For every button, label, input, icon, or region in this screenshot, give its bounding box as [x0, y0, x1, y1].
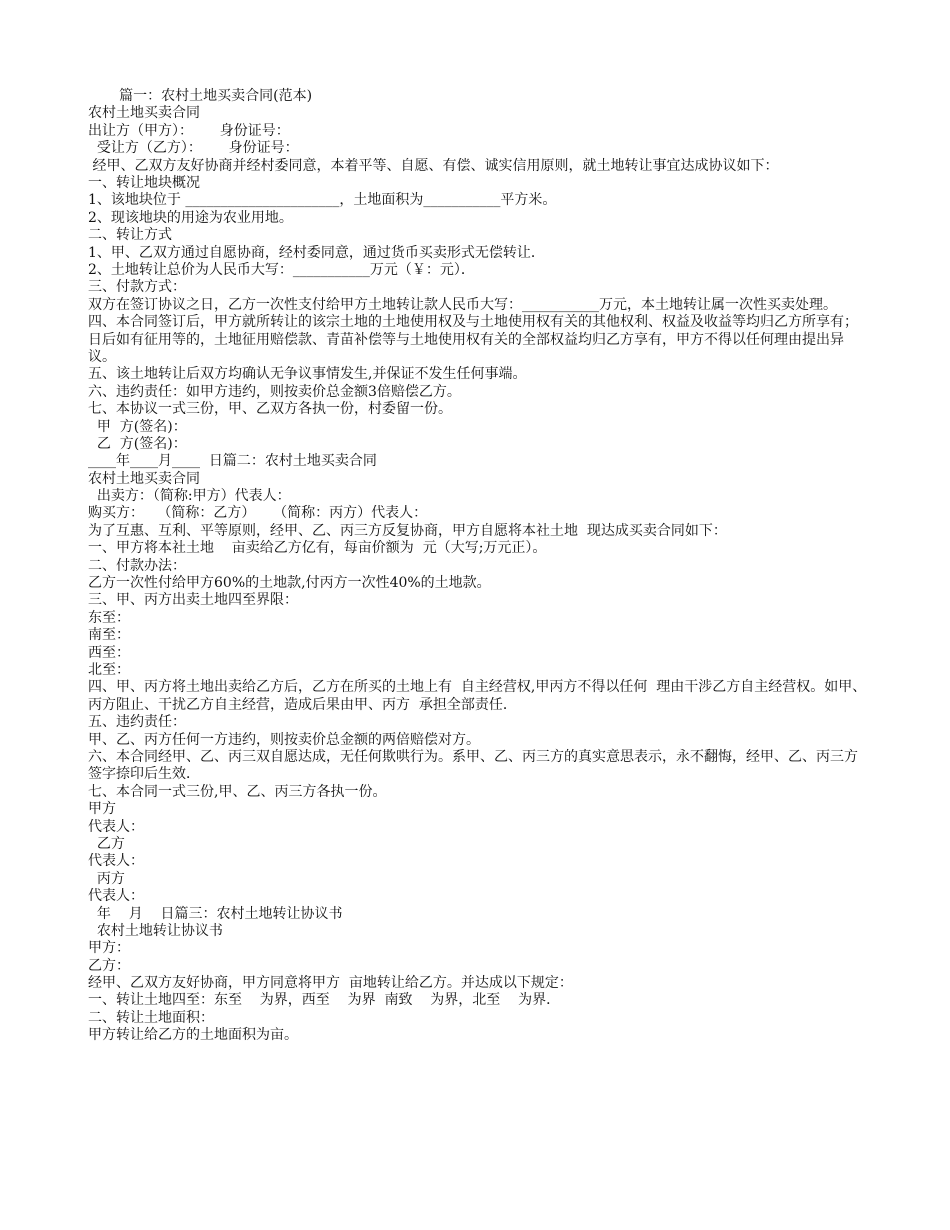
- preamble-line: 为了互惠、互利、平等原则，经甲、乙、丙三方反复协商，甲方自愿将本社土地 现达成买卖合同如下：: [88, 522, 727, 539]
- party-a-label: 甲方: [88, 801, 116, 818]
- representative-label: 代表人：: [88, 818, 144, 835]
- clause-paragraph: 四、甲、丙方将土地出卖给乙方后，乙方在所买的土地上有 自主经营权,甲丙方不得以任何 理由干涉乙方自主经营权。如甲、丙方阻止、干扰乙方自主经营，造成后果由甲、丙方 承担全部责任．: [88, 679, 867, 713]
- clause-line: 六、违约责任：如甲方违约，则按卖价总金额3倍赔偿乙方。: [88, 383, 461, 400]
- boundary-north: 北至：: [88, 661, 130, 678]
- clause-heading: 二、转让方式: [88, 227, 172, 244]
- clause-line: 五、该土地转让后双方均确认无争议事情发生,并保证不发生任何事端。: [88, 366, 527, 383]
- transferor-line: 出让方（甲方）： 身份证号：: [88, 122, 290, 139]
- date-and-section-title-3: 年 月 日篇三：农村土地转让协议书: [88, 905, 343, 922]
- preamble-line: 经甲、乙双方友好协商，甲方同意将甲方 亩地转让给乙方。并达成以下规定：: [88, 975, 573, 992]
- clause-line: 七、本协议一式三份，甲、乙双方各执一份，村委留一份。: [88, 401, 452, 418]
- clause-line: 2、现该地块的用途为农业用地。: [88, 209, 293, 226]
- date-and-section-title-2: ____年____月____ 日篇二：农村土地买卖合同: [88, 453, 377, 470]
- clause-line: 乙方一次性付给甲方60%的土地款,付丙方一次性40%的土地款。: [88, 575, 491, 592]
- boundary-south: 南至：: [88, 627, 130, 644]
- clause-paragraph: 双方在签订协议之日，乙方一次性支付给甲方土地转让款人民币大写：___________万元，本土地转让属一次性买卖处理。: [88, 296, 837, 313]
- clause-paragraph: 四、本合同签订后，甲方就所转让的该宗土地的土地使用权及与土地使用权有关的其他权利、权益及收益等均归乙方所享有；日后如有征用等的，土地征用赔偿款、青苗补偿等与土地使用权有关的全部权益均归乙方享有，甲方不得以任何理由提出异议。: [88, 314, 858, 365]
- contract-title-1: 农村土地买卖合同: [88, 105, 200, 122]
- party-b-line: 乙方：: [88, 957, 130, 974]
- clause-line: 甲、乙、丙方任何一方违约，则按卖价总金额的两倍赔偿对方。: [88, 731, 480, 748]
- clause-line: 七、本合同一式三份,甲、乙、丙三方各执一份。: [88, 783, 387, 800]
- clause-heading: 二、付款办法：: [88, 557, 186, 574]
- transferee-line: 受让方（乙方）： 身份证号：: [88, 140, 299, 157]
- contract-title-2: 农村土地买卖合同: [88, 470, 200, 487]
- clause-heading: 三、甲、丙方出卖土地四至界限：: [88, 592, 298, 609]
- section-title-1: 篇一：农村土地买卖合同(范本): [88, 88, 313, 104]
- representative-label: 代表人：: [88, 853, 144, 870]
- clause-line: 甲方转让给乙方的土地面积为亩。: [88, 1027, 298, 1044]
- party-c-label: 丙方: [88, 870, 125, 887]
- party-b-label: 乙方: [88, 835, 125, 852]
- buyer-line: 购买方： （简称：乙方） （简称：丙方）代表人：: [88, 505, 428, 522]
- signature-line: 甲 方(签名)：: [88, 418, 187, 435]
- clause-line: 2、土地转让总价为人民币大写：___________万元（￥：元）．: [88, 261, 475, 278]
- clause-heading: 三、付款方式：: [88, 279, 186, 296]
- party-a-line: 甲方：: [88, 940, 130, 957]
- clause-heading: 二、转让土地面积：: [88, 1009, 214, 1026]
- preamble-paragraph: 经甲、乙双方友好协商并经村委同意，本着平等、自愿、有偿、诚实信用原则，就土地转让事宜达成协议如下：: [88, 157, 779, 174]
- clause-line: 1、该地块位于 ______________________，土地面积为___________平方米。: [88, 192, 557, 209]
- clause-paragraph: 六、本合同经甲、乙、丙三双自愿达成，无任何欺哄行为。系甲、乙、丙三方的真实意思表示，永不翻悔，经甲、乙、丙三方签字捺印后生效．: [88, 748, 858, 783]
- clause-line: 一、转让土地四至：东至 为界，西至 为界 南致 为界，北至 为界．: [88, 992, 561, 1009]
- document-body: [88, 88, 868, 1045]
- signature-line: 乙 方(签名)：: [88, 435, 187, 452]
- representative-label: 代表人：: [88, 888, 144, 905]
- boundary-east: 东至：: [88, 609, 130, 626]
- clause-line: 1、甲、乙双方通过自愿协商，经村委同意，通过货币买卖形式无偿转让．: [88, 244, 545, 261]
- clause-heading: 一、转让地块概况: [88, 174, 200, 191]
- clause-line: 一、甲方将本社土地 亩卖给乙方亿有，每亩价额为 元（大写;万元正）。: [88, 540, 547, 557]
- boundary-west: 西至：: [88, 644, 130, 661]
- agreement-title-3: 农村土地转让协议书: [88, 922, 223, 939]
- clause-heading: 五、违约责任：: [88, 714, 186, 731]
- seller-line: 出卖方：（简称:甲方）代表人：: [88, 488, 291, 505]
